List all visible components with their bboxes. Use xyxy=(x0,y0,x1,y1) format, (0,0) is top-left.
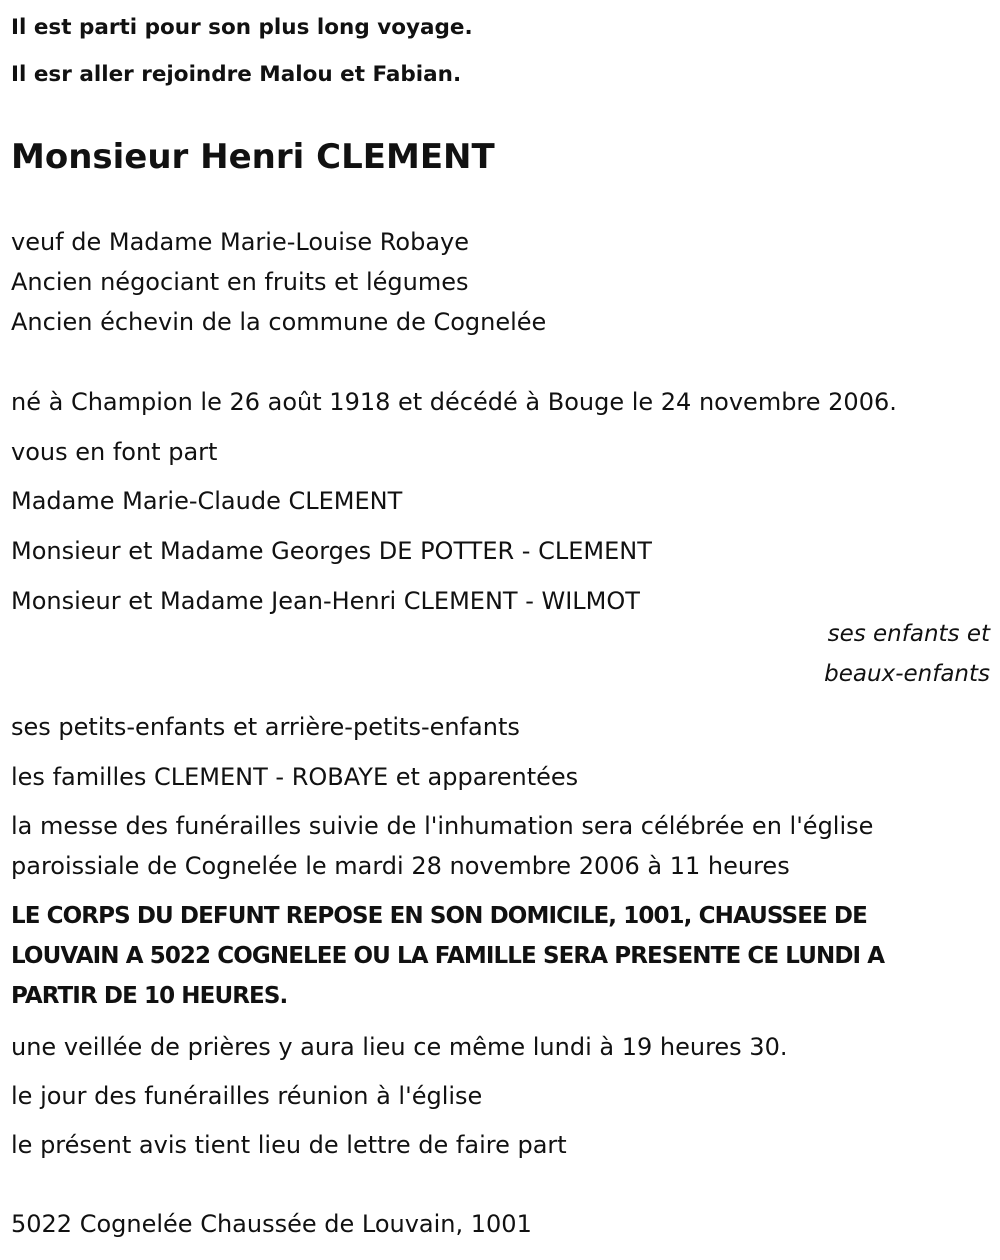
announcer: Monsieur et Madame Georges DE POTTER - CLEMENT xyxy=(11,537,652,565)
birth-death: né à Champion le 26 août 1918 et décédé à Bouge le 24 novembre 2006. xyxy=(11,388,897,416)
announcers-role: beaux-enfants xyxy=(824,661,990,687)
mass-line: paroissiale de Cognelée le mardi 28 novembre 2006 à 11 heures xyxy=(11,852,790,880)
detail-line: Ancien échevin de la commune de Cognelée xyxy=(11,308,547,336)
announcer: Monsieur et Madame Jean-Henri CLEMENT - WILMOT xyxy=(11,587,640,615)
intro-line: Il est parti pour son plus long voyage. xyxy=(11,15,473,40)
address: 5022 Cognelée Chaussée de Louvain, 1001 xyxy=(11,1210,532,1238)
notice-line: LE CORPS DU DEFUNT REPOSE EN SON DOMICILE, 1001, CHAUSSEE DE xyxy=(11,903,867,929)
notice-line: LOUVAIN A 5022 COGNELEE OU LA FAMILLE SERA PRESENTE CE LUNDI A xyxy=(11,943,885,969)
family-line: ses petits-enfants et arrière-petits-enfants xyxy=(11,713,520,741)
notice-line: PARTIR DE 10 HEURES. xyxy=(11,983,288,1009)
info-line: une veillée de prières y aura lieu ce même lundi à 19 heures 30. xyxy=(11,1033,788,1061)
family-line: les familles CLEMENT - ROBAYE et apparentées xyxy=(11,763,579,791)
announcers-intro: vous en font part xyxy=(11,438,218,466)
detail-line: Ancien négociant en fruits et légumes xyxy=(11,268,469,296)
info-line: le présent avis tient lieu de lettre de faire part xyxy=(11,1131,567,1159)
mass-line: la messe des funérailles suivie de l'inhumation sera célébrée en l'église xyxy=(11,812,874,840)
detail-line: veuf de Madame Marie-Louise Robaye xyxy=(11,228,469,256)
info-line: le jour des funérailles réunion à l'église xyxy=(11,1082,483,1110)
intro-line: Il esr aller rejoindre Malou et Fabian. xyxy=(11,62,462,87)
announcers-role: ses enfants et xyxy=(827,621,990,647)
announcer: Madame Marie-Claude CLEMENT xyxy=(11,487,403,515)
page-title: Monsieur Henri CLEMENT xyxy=(11,137,495,177)
